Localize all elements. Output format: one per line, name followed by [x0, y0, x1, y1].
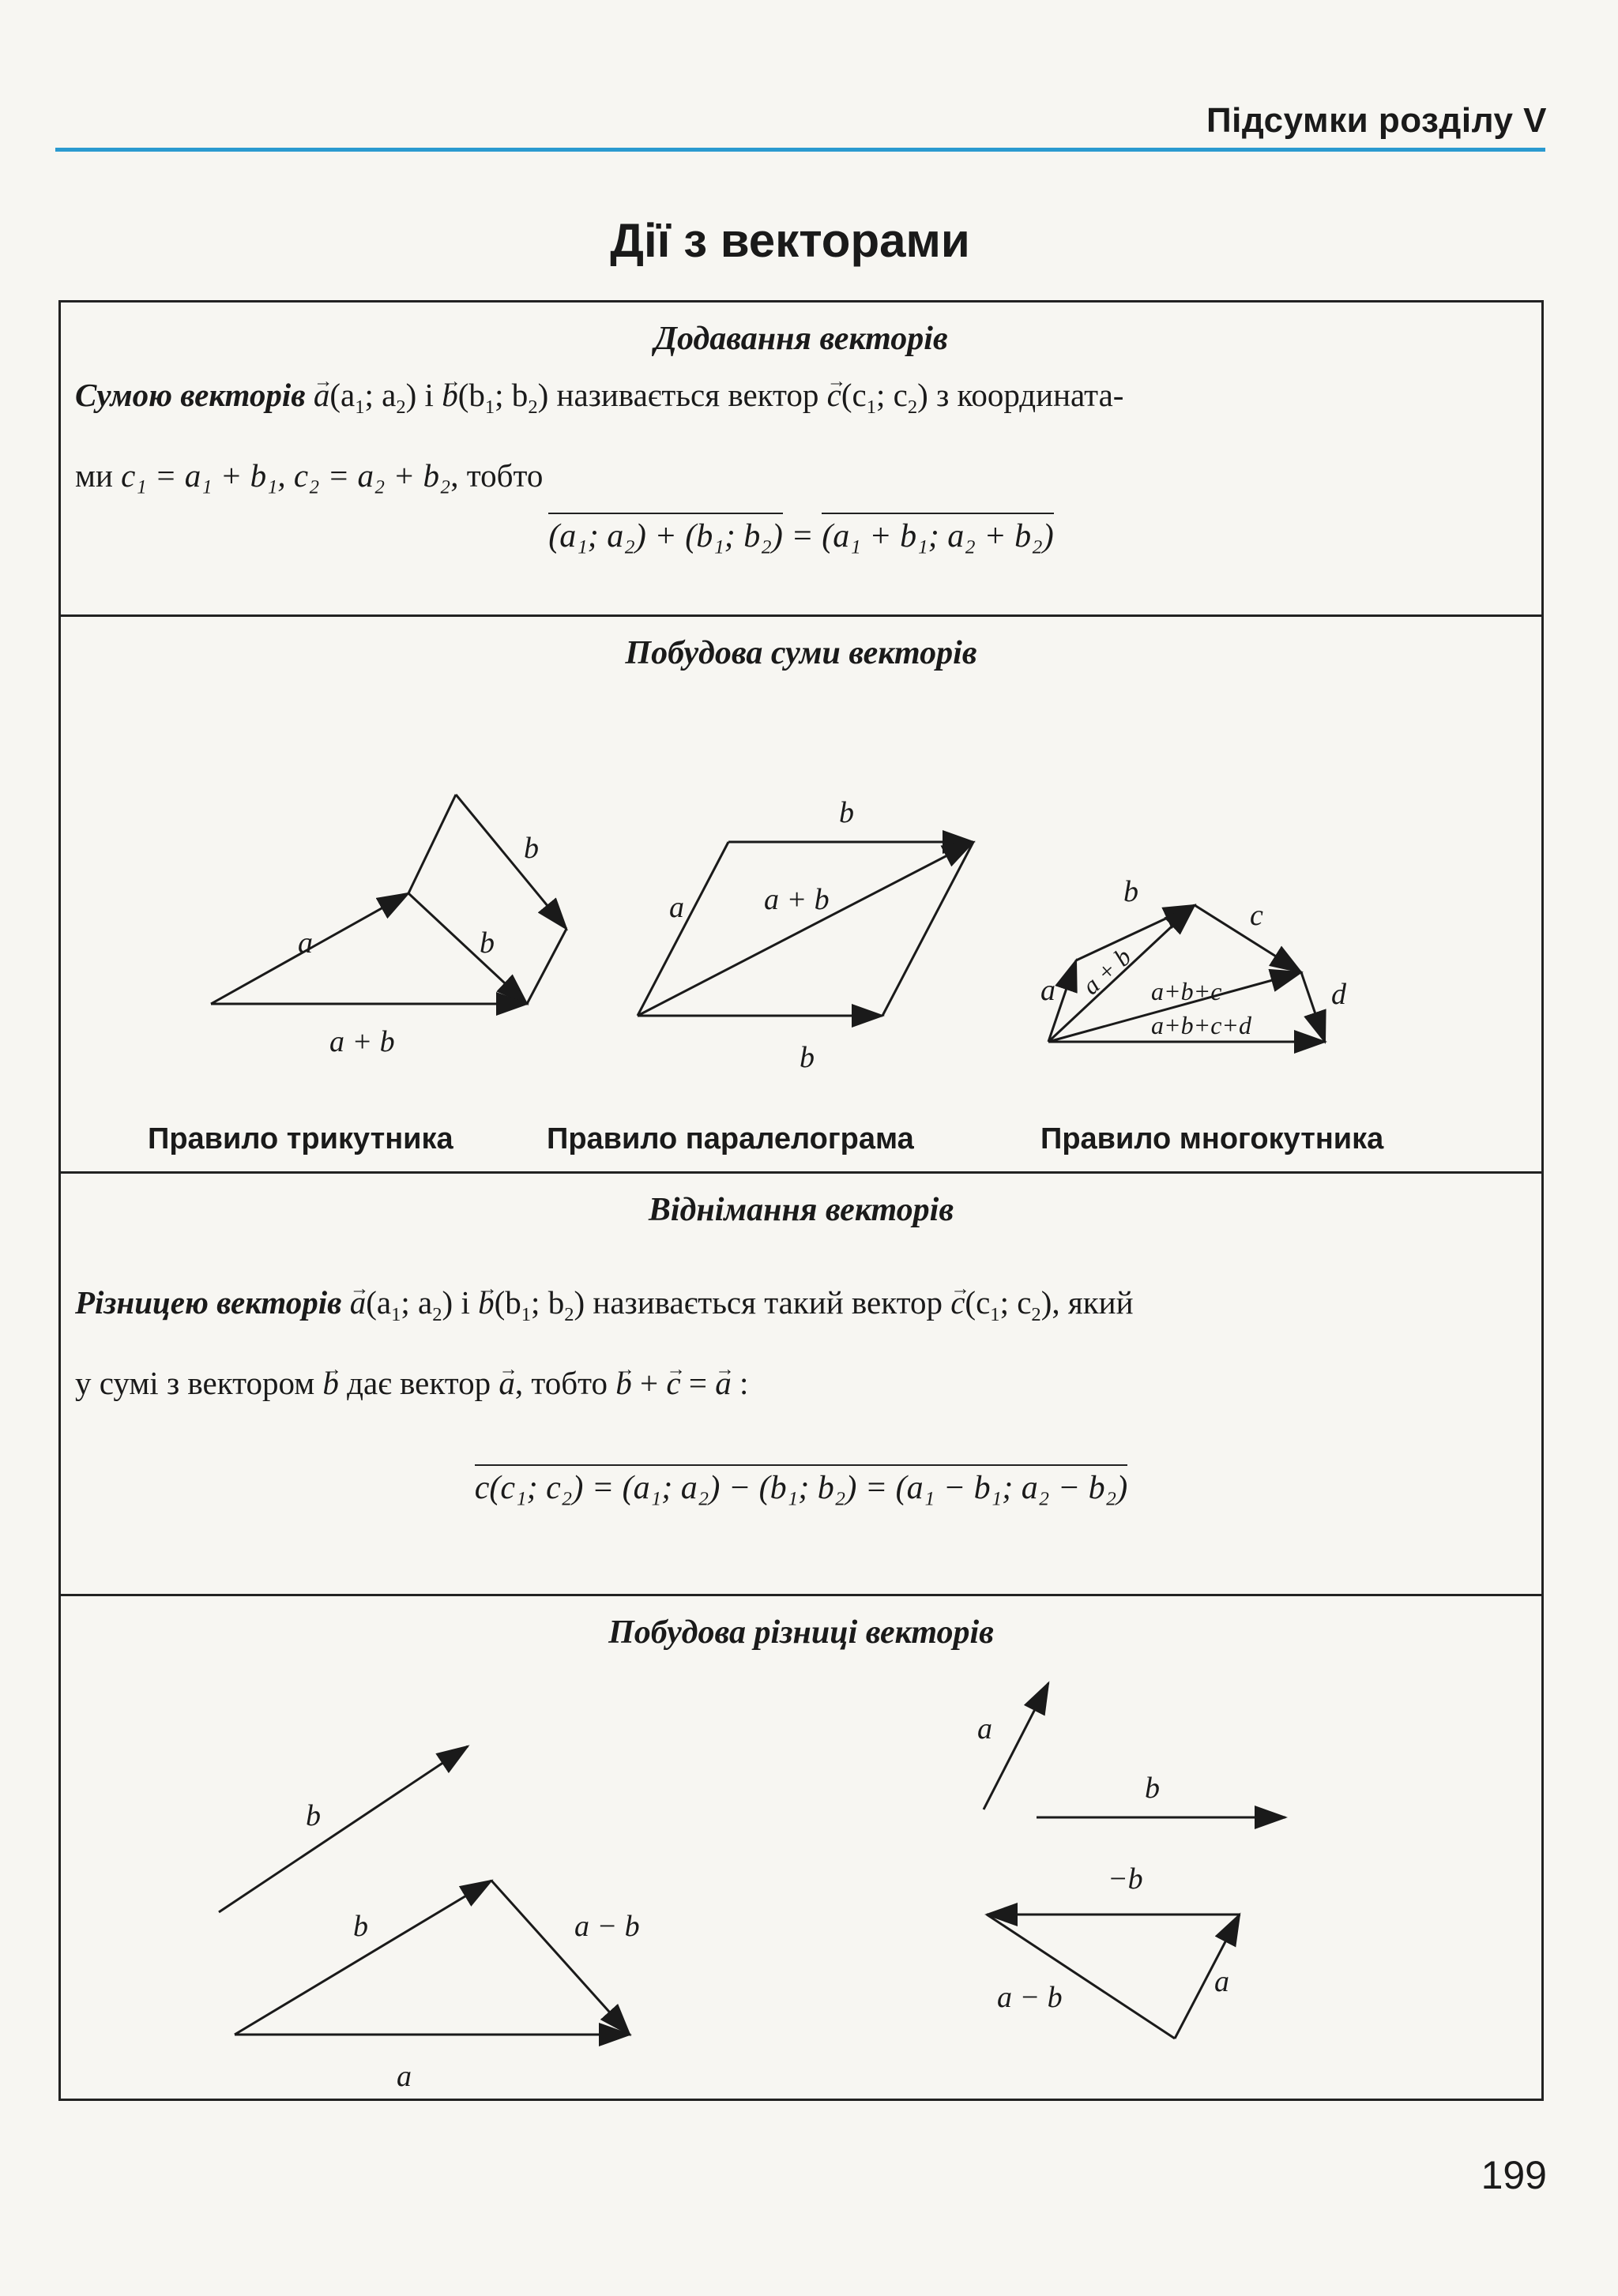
tri-aux-1	[408, 795, 456, 893]
subtraction-title: Віднімання векторів	[648, 1192, 954, 1228]
diff-right-label-a-free: a	[977, 1712, 992, 1745]
subtraction-formula	[61, 1464, 1541, 1507]
subtraction-section	[61, 1171, 1541, 1594]
par-label-b: b	[800, 1041, 815, 1074]
poly-label-a: a	[1040, 974, 1055, 1007]
header-rule	[55, 148, 1545, 152]
par-side-a	[638, 842, 728, 1016]
diff-left-label-diff: a − b	[574, 1910, 640, 1943]
diff-right-label-b-free: b	[1145, 1772, 1160, 1805]
subtraction-definition: Різницею векторів → $a(a_1$; $a_2$) $і \to b(b_1$; $b_2$) називається такий вектор → $c(c_1$; $c_2$), який у сумі з вектором → b дає вектор → a, тобто → b + → c = → a :	[61, 1268, 1541, 1417]
addition-text-2: з координата-	[928, 377, 1124, 413]
addition-formula: (a₁; a₂) + (b₁; b₂) = (a₁ + b₁; a₂ + b₂)	[61, 513, 1541, 555]
tri-label-b: b	[480, 926, 495, 960]
poly-label-abc: a+b+c	[1151, 977, 1222, 1005]
subtraction-text-5: , тобто	[514, 1365, 616, 1402]
difference-construction-title: Побудова різниці векторів	[608, 1614, 994, 1651]
subtraction-lead: Різницею векторів	[75, 1284, 342, 1321]
diff-left-vec-b	[235, 1881, 491, 2035]
poly-label-d: d	[1331, 978, 1346, 1011]
addition-formula-lhs: (a₁; a₂) + (b₁; b₂)	[548, 513, 783, 555]
poly-vec-b	[1076, 905, 1195, 960]
par-label-sum: a + b	[764, 883, 830, 916]
sum-construction-section	[61, 614, 1541, 1171]
caption-polygon-rule: Правило многокутника	[1040, 1122, 1384, 1156]
addition-text-3: ми	[75, 457, 122, 494]
diff-right-vec-a-free	[984, 1683, 1048, 1809]
caption-parallelogram-rule: Правило паралелограма	[547, 1122, 914, 1156]
triangle-rule-diagram	[211, 795, 566, 1004]
par-diagonal	[638, 842, 973, 1016]
difference-left-diagram	[219, 1746, 630, 2035]
tri-label-sum: a + b	[329, 1025, 395, 1058]
subtraction-text-2: , який	[1052, 1284, 1134, 1321]
tri-vec-b	[408, 893, 527, 1004]
addition-lead: Сумою векторів	[75, 377, 306, 413]
subtraction-text-4: дає вектор	[338, 1365, 499, 1402]
poly-label-abcd: a+b+c+d	[1151, 1011, 1251, 1039]
par-label-b-top: b	[839, 796, 854, 829]
addition-coord-expr: c₁ = a₁ + b₁, c₂ = a₂ + b₂	[121, 457, 451, 494]
poly-label-b: b	[1123, 875, 1138, 908]
addition-section	[61, 303, 1541, 614]
tri-label-a: a	[298, 926, 313, 960]
diff-right-label-minus-b: −b	[1108, 1862, 1143, 1896]
poly-label-ab: a + b	[1076, 941, 1137, 1001]
addition-formula-rhs: (a₁ + b₁; a₂ + b₂)	[822, 513, 1054, 555]
page-title: Дії з векторами	[610, 214, 970, 267]
diff-left-label-b-free: b	[306, 1799, 321, 1832]
diff-right-label-diff: a − b	[997, 1981, 1063, 2014]
tri-aux-b	[456, 795, 566, 929]
sum-construction-title: Побудова суми векторів	[625, 635, 977, 671]
tri-aux-2	[527, 929, 566, 1004]
diff-right-vec-a	[1175, 1915, 1240, 2039]
poly-vec-d	[1301, 972, 1325, 1042]
sum-diagrams	[61, 664, 1541, 1138]
addition-text-1: називається вектор	[548, 377, 827, 413]
running-head: Підсумки розділу V	[1206, 101, 1547, 140]
diff-right-vec-diff	[987, 1915, 1175, 2039]
subtraction-text-1: називається такий вектор	[585, 1284, 951, 1321]
subtraction-text-3: у сумі з вектором	[75, 1365, 323, 1402]
diff-right-label-a: a	[1214, 1965, 1229, 1998]
tri-label-b-top: b	[524, 832, 539, 865]
diff-left-vec-b-free	[219, 1746, 468, 1912]
parallelogram-rule-diagram	[638, 842, 973, 1016]
page-number: 199	[1481, 2153, 1547, 2197]
addition-definition: Сумою векторів → $a(a_1$; $a_2$) $і \to b(b_1$; $b_2$) називається вектор → $c(c_1$; $c_2$) з координата- ми c₁ = a₁ + b₁, c₂ = a₂ + b₂, тобто	[61, 361, 1541, 509]
caption-triangle-rule: Правило трикутника	[148, 1122, 453, 1156]
difference-construction-section	[61, 1594, 1541, 2103]
content-frame	[58, 300, 1544, 2101]
diff-left-label-b: b	[353, 1910, 368, 1943]
poly-vec-c	[1195, 905, 1301, 972]
addition-text-4: , тобто	[450, 457, 544, 494]
addition-title: Додавання векторів	[654, 321, 948, 357]
subtraction-formula-text: c(c₁; c₂) = (a₁; a₂) − (b₁; b₂) = (a₁ − b₁; a₂ − b₂)	[475, 1464, 1128, 1507]
par-side-right	[882, 842, 973, 1016]
par-label-a: a	[669, 891, 684, 924]
poly-label-c: c	[1250, 899, 1263, 932]
difference-diagrams	[61, 1652, 1541, 2102]
diff-left-label-a: a	[397, 2060, 412, 2093]
diff-left-vec-diff	[491, 1881, 630, 2035]
